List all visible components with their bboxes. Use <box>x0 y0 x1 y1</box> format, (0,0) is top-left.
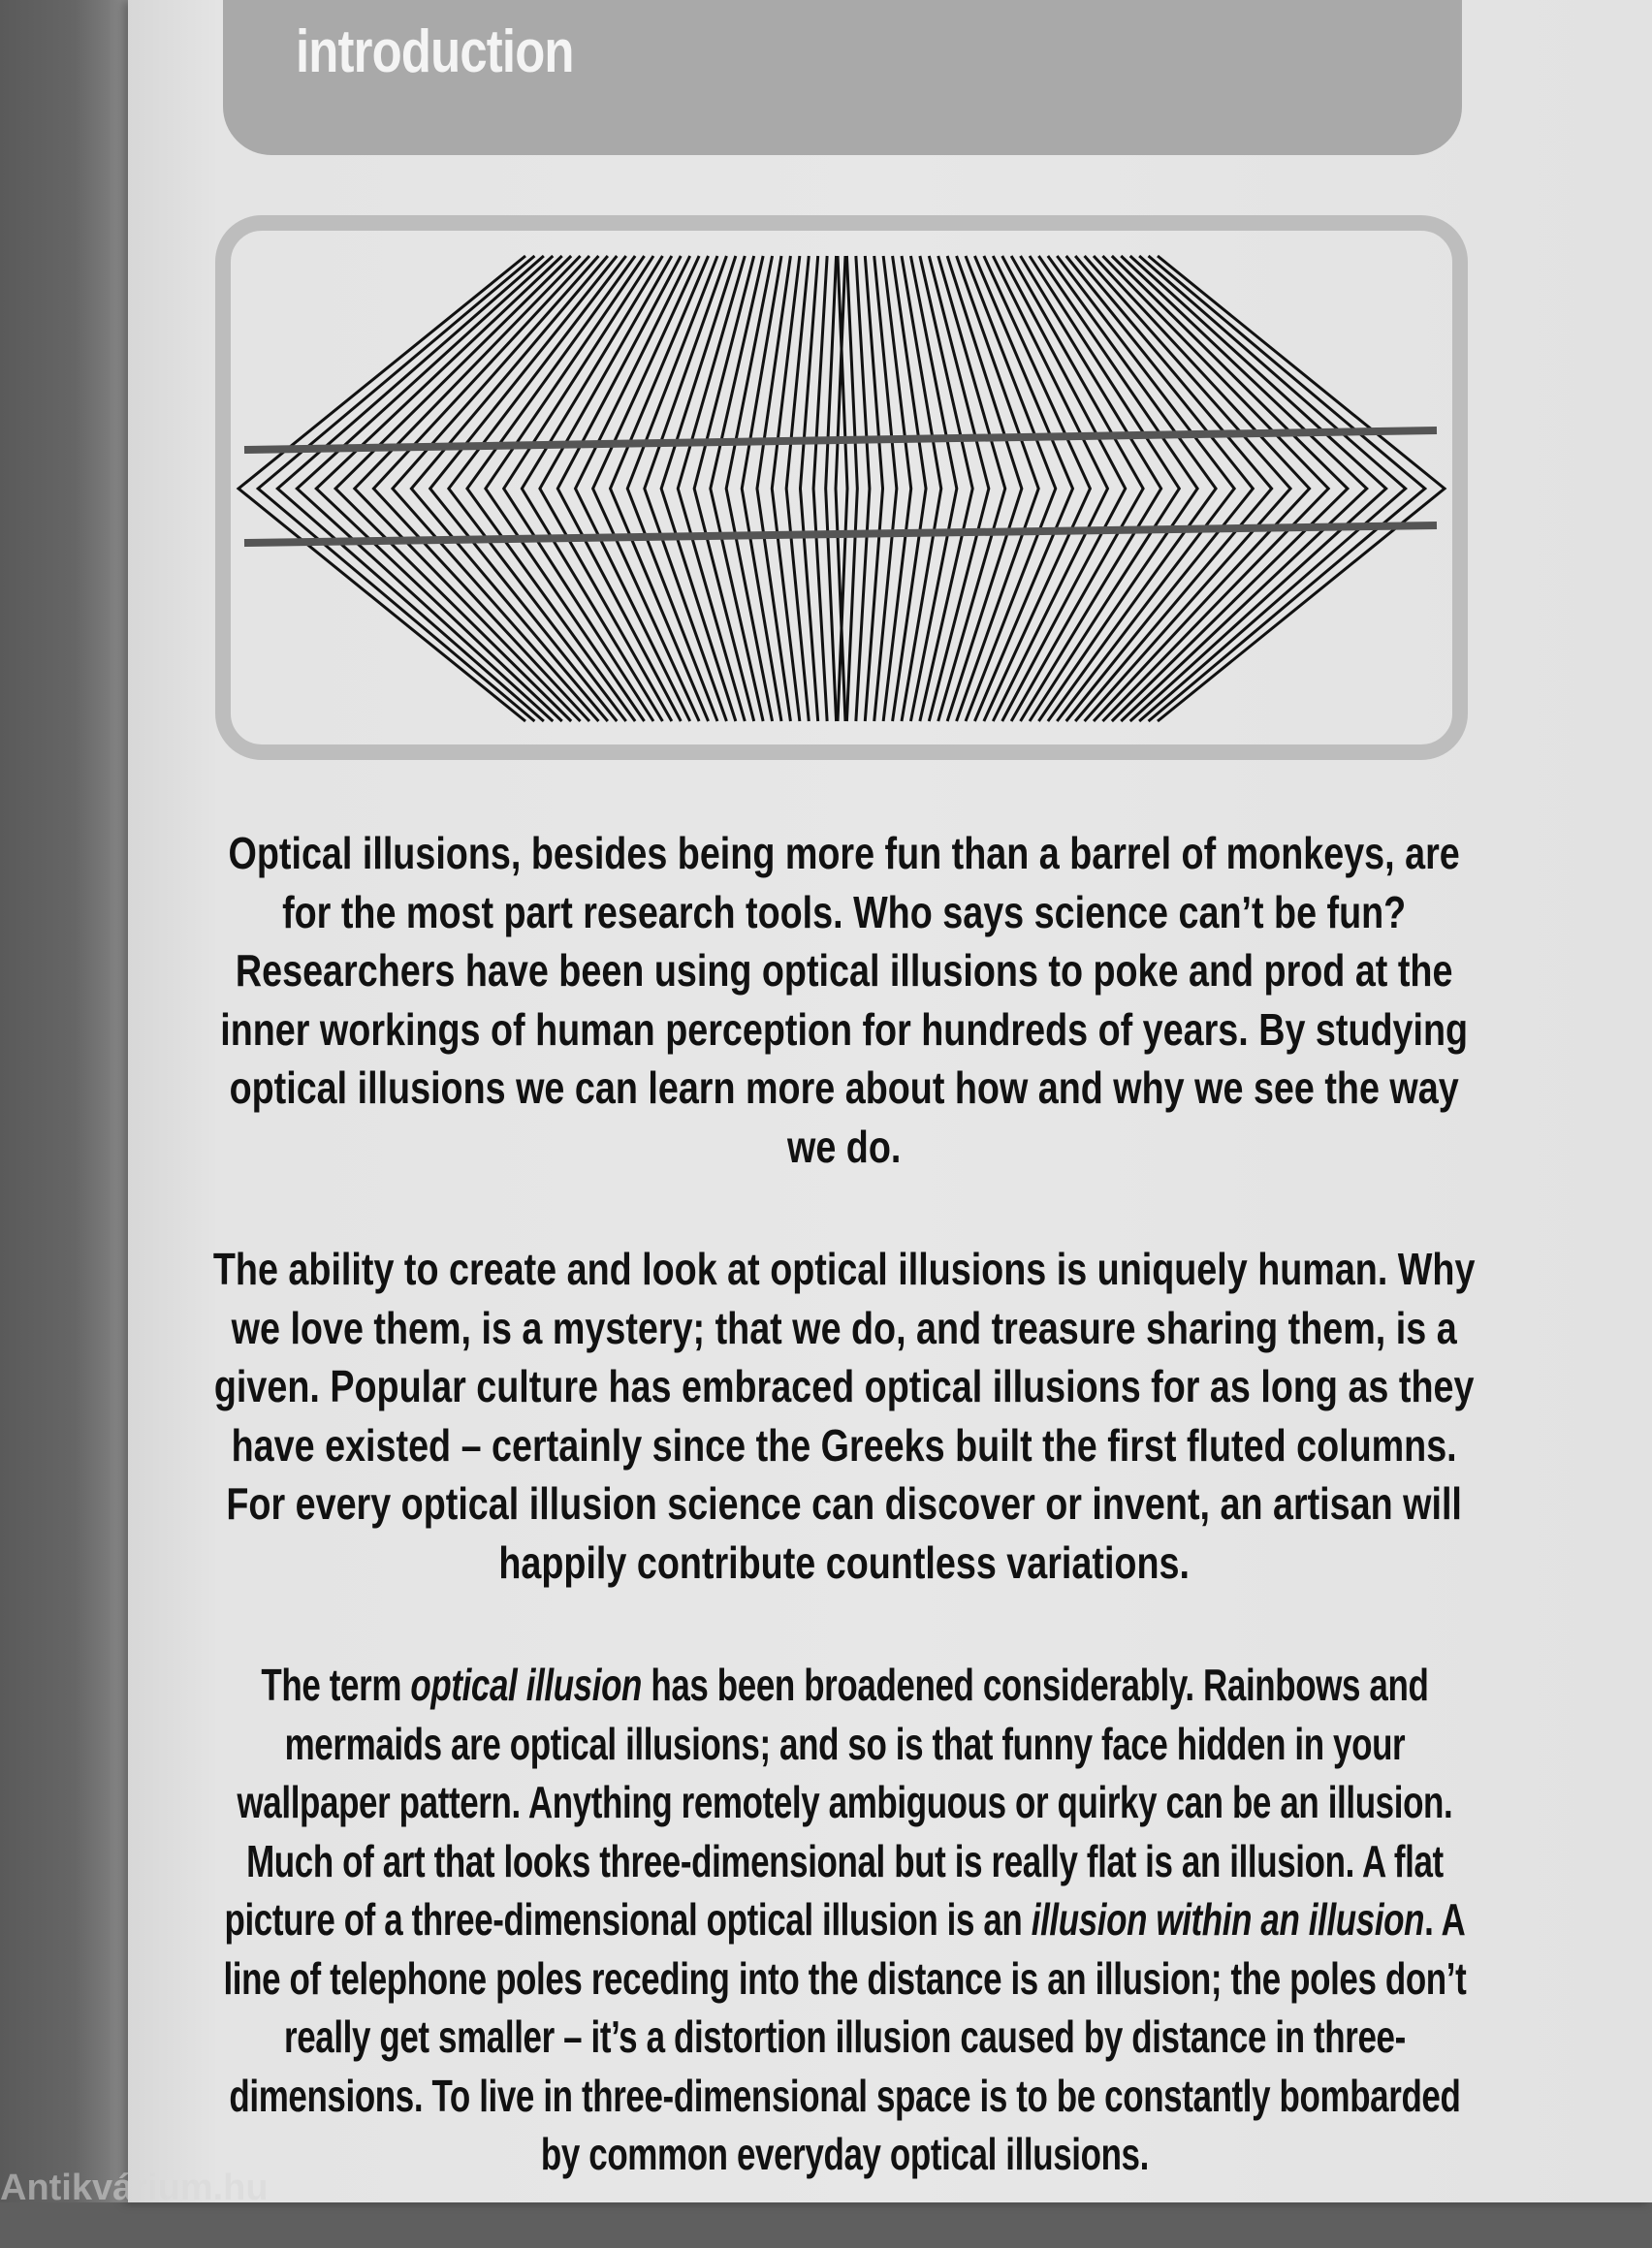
paragraph-3-part-3: . A line of telephone poles receding into the distance is an illusion; the poles don’t really get smaller – it’s a distortion illusion caused by distance in three-dimensions. To live in three-dimensional space is to be constantly bombarded by common everyday optical illusions. <box>223 1894 1466 2179</box>
paragraph-3 <box>214 1656 1475 2184</box>
optical-illusion-figure-icon <box>215 215 1468 760</box>
illusion-line-left <box>786 256 809 721</box>
figure-frame <box>223 223 1460 752</box>
paragraph-3-italic-phrase: illusion within an illusion <box>1031 1894 1424 1945</box>
paragraph-3-italic-term: optical illusion <box>409 1660 642 1710</box>
illusion-line-left <box>238 256 525 721</box>
converging-lines <box>238 256 1445 721</box>
horizontal-line-bottom <box>244 525 1437 543</box>
illusion-line-right <box>1149 256 1425 721</box>
article-body <box>211 824 1477 2248</box>
illusion-line-left <box>258 256 534 721</box>
page-title: introduction <box>296 18 574 85</box>
illusion-line-left <box>393 256 598 721</box>
paragraph-2: The ability to create and look at optical illusions is uniquely human. Why we love them, is a mystery; that we do, and treasure sharing them, is a given. Popular culture has embraced optical illusions for as long as they have existed – certainly since the Greeks built the first fluted columns. For every optical illusion science can discover or invent, an artisan will happily contribute countless variations. <box>213 1244 1476 1588</box>
illusion-line-right <box>910 256 956 721</box>
paragraph-3-part-2: has been broadened considerably. Rainbows and mermaids are optical illusions; and so is that funny face hidden in your wallpaper pattern. Anything remotely ambiguous or quirky can be an illusion. Much of art that looks three-dimensional but is really flat is an illusion. A flat picture of a three-dimensional optical illusion is an <box>224 1660 1452 1945</box>
illusion-line-right <box>1158 256 1445 721</box>
book-spine-shadow <box>0 0 136 2202</box>
watermark: Antikvárium.hu <box>0 2168 269 2208</box>
illusion-line-left <box>627 256 717 721</box>
illusion-line-right <box>1085 256 1290 721</box>
illusion-line-left <box>726 256 772 721</box>
hering-illusion-figure <box>215 215 1468 760</box>
paragraph-3-part-1: The term <box>261 1660 410 1710</box>
paragraph-1: Optical illusions, besides being more fun than a barrel of monkeys, are for the most part research tools. Who says science can’t be fun? Researchers have been using optical illusions to poke and prod at the inner workings of human perception for hundreds of years. By studying optical illusions we can learn more about how and why we see the way we do. <box>220 828 1469 1172</box>
illusion-line-right <box>874 256 897 721</box>
illusion-line-right <box>966 256 1056 721</box>
